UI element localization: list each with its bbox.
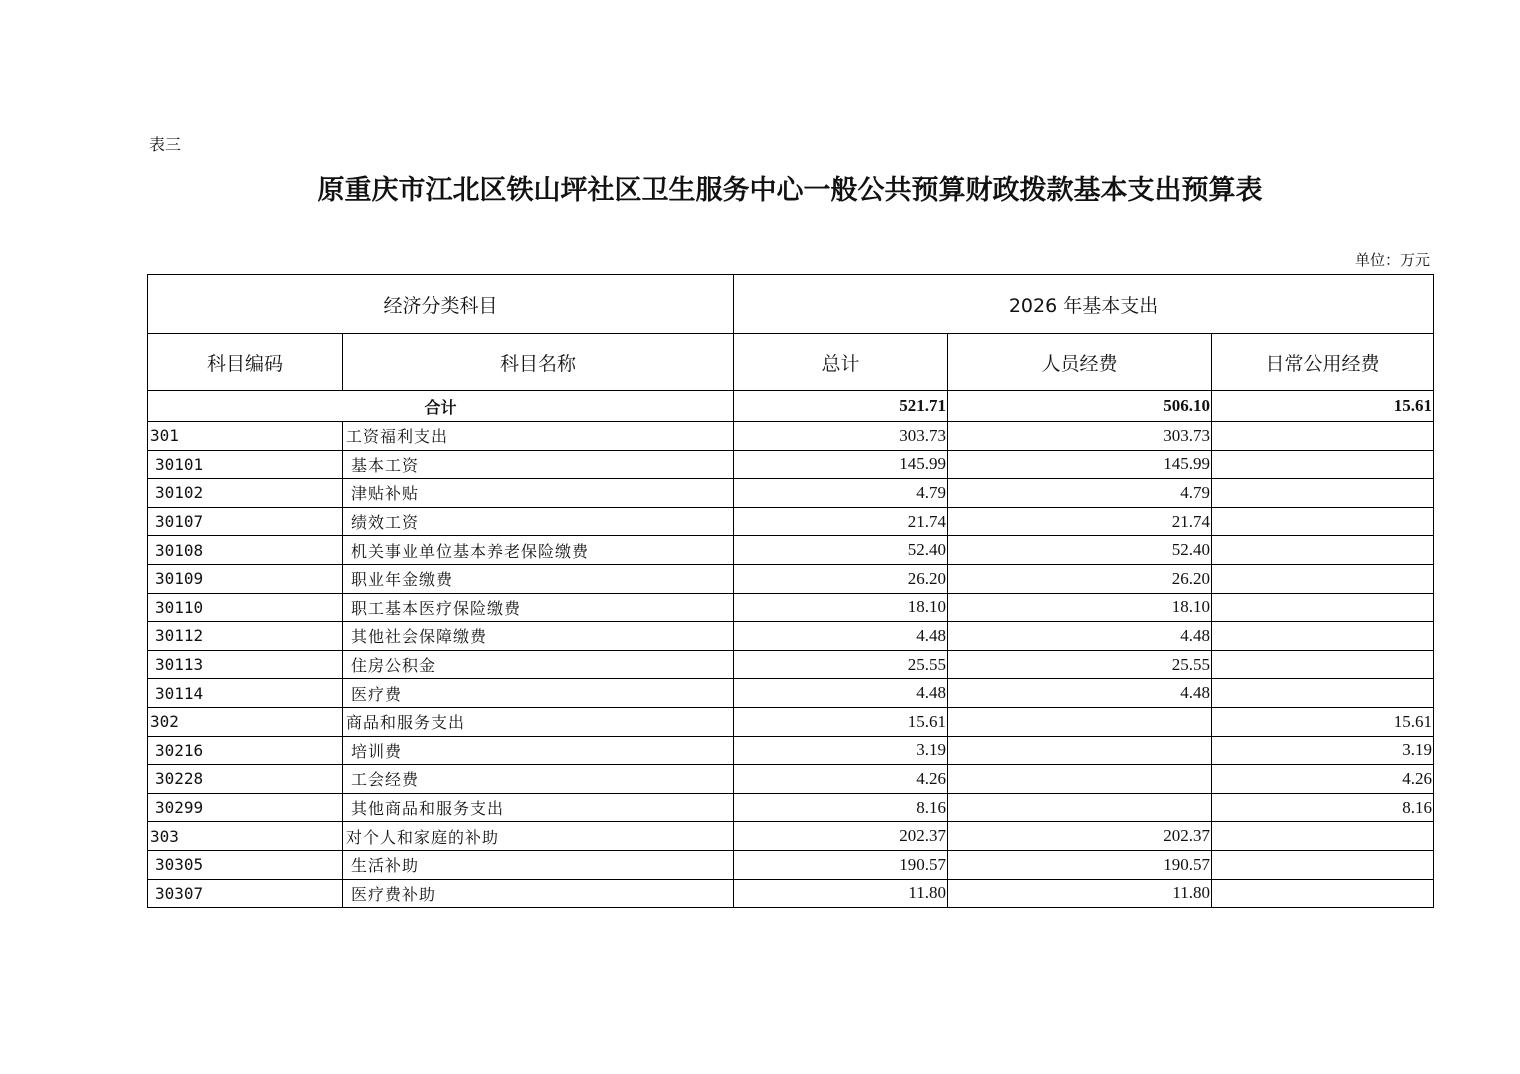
table-row bbox=[148, 879, 1434, 908]
cell-personnel: 18.10 bbox=[948, 593, 1212, 622]
table-label: 表三 bbox=[149, 135, 182, 154]
header-basic-expenditure: 2026 年基本支出 bbox=[734, 275, 1434, 334]
table-row bbox=[148, 536, 1434, 565]
cell-name: 津贴补贴 bbox=[343, 479, 734, 508]
cell-name: 生活补助 bbox=[343, 850, 734, 879]
cell-personnel: 145.99 bbox=[948, 450, 1212, 479]
total-public: 15.61 bbox=[1212, 391, 1434, 422]
cell-personnel: 4.48 bbox=[948, 622, 1212, 651]
cell-code: 30114 bbox=[148, 679, 343, 708]
cell-code: 30112 bbox=[148, 622, 343, 651]
table-row bbox=[148, 564, 1434, 593]
cell-name: 工资福利支出 bbox=[343, 422, 734, 451]
cell-public bbox=[1212, 822, 1434, 851]
cell-name: 绩效工资 bbox=[343, 507, 734, 536]
cell-personnel: 26.20 bbox=[948, 564, 1212, 593]
cell-personnel: 25.55 bbox=[948, 650, 1212, 679]
cell-personnel bbox=[948, 736, 1212, 765]
table-row bbox=[148, 450, 1434, 479]
cell-personnel bbox=[948, 707, 1212, 736]
unit-label: 单位：万元 bbox=[1354, 251, 1430, 269]
table-row bbox=[148, 793, 1434, 822]
cell-name: 住房公积金 bbox=[343, 650, 734, 679]
cell-personnel: 303.73 bbox=[948, 422, 1212, 451]
table-row bbox=[148, 650, 1434, 679]
cell-public bbox=[1212, 650, 1434, 679]
table-row bbox=[148, 422, 1434, 451]
cell-total: 25.55 bbox=[734, 650, 948, 679]
cell-personnel: 4.48 bbox=[948, 679, 1212, 708]
cell-total: 303.73 bbox=[734, 422, 948, 451]
cell-name: 基本工资 bbox=[343, 450, 734, 479]
cell-code: 303 bbox=[148, 822, 343, 851]
cell-code: 30110 bbox=[148, 593, 343, 622]
cell-code: 30299 bbox=[148, 793, 343, 822]
cell-total: 15.61 bbox=[734, 707, 948, 736]
header-code: 科目编码 bbox=[148, 334, 343, 391]
cell-total: 190.57 bbox=[734, 850, 948, 879]
cell-public: 4.26 bbox=[1212, 765, 1434, 794]
cell-public bbox=[1212, 564, 1434, 593]
table-row bbox=[148, 850, 1434, 879]
header-row-columns bbox=[148, 334, 1434, 391]
table-row bbox=[148, 479, 1434, 508]
cell-total: 202.37 bbox=[734, 822, 948, 851]
cell-public: 3.19 bbox=[1212, 736, 1434, 765]
cell-code: 30107 bbox=[148, 507, 343, 536]
cell-code: 302 bbox=[148, 707, 343, 736]
cell-code: 30102 bbox=[148, 479, 343, 508]
cell-personnel: 52.40 bbox=[948, 536, 1212, 565]
total-total: 521.71 bbox=[734, 391, 948, 422]
cell-public bbox=[1212, 593, 1434, 622]
total-row bbox=[148, 391, 1434, 422]
cell-personnel bbox=[948, 793, 1212, 822]
cell-public bbox=[1212, 622, 1434, 651]
cell-public bbox=[1212, 536, 1434, 565]
cell-name: 其他商品和服务支出 bbox=[343, 793, 734, 822]
table-row bbox=[148, 765, 1434, 794]
cell-public bbox=[1212, 850, 1434, 879]
total-personnel: 506.10 bbox=[948, 391, 1212, 422]
cell-total: 11.80 bbox=[734, 879, 948, 908]
cell-public bbox=[1212, 422, 1434, 451]
cell-total: 18.10 bbox=[734, 593, 948, 622]
cell-name: 职业年金缴费 bbox=[343, 564, 734, 593]
cell-total: 52.40 bbox=[734, 536, 948, 565]
table-row bbox=[148, 679, 1434, 708]
header-row-group bbox=[148, 275, 1434, 334]
cell-code: 301 bbox=[148, 422, 343, 451]
header-personnel: 人员经费 bbox=[948, 334, 1212, 391]
table-row bbox=[148, 593, 1434, 622]
cell-public bbox=[1212, 479, 1434, 508]
header-total: 总计 bbox=[734, 334, 948, 391]
cell-public bbox=[1212, 507, 1434, 536]
cell-code: 30109 bbox=[148, 564, 343, 593]
cell-name: 职工基本医疗保险缴费 bbox=[343, 593, 734, 622]
table-row bbox=[148, 736, 1434, 765]
cell-personnel: 4.79 bbox=[948, 479, 1212, 508]
cell-personnel: 202.37 bbox=[948, 822, 1212, 851]
cell-code: 30113 bbox=[148, 650, 343, 679]
cell-name: 工会经费 bbox=[343, 765, 734, 794]
header-name: 科目名称 bbox=[343, 334, 734, 391]
cell-public bbox=[1212, 879, 1434, 908]
cell-name: 商品和服务支出 bbox=[343, 707, 734, 736]
cell-public bbox=[1212, 679, 1434, 708]
table-row bbox=[148, 622, 1434, 651]
cell-name: 医疗费补助 bbox=[343, 879, 734, 908]
cell-public: 8.16 bbox=[1212, 793, 1434, 822]
cell-total: 26.20 bbox=[734, 564, 948, 593]
cell-personnel: 190.57 bbox=[948, 850, 1212, 879]
table-row bbox=[148, 707, 1434, 736]
cell-public: 15.61 bbox=[1212, 707, 1434, 736]
cell-total: 21.74 bbox=[734, 507, 948, 536]
cell-name: 机关事业单位基本养老保险缴费 bbox=[343, 536, 734, 565]
cell-total: 4.26 bbox=[734, 765, 948, 794]
cell-code: 30228 bbox=[148, 765, 343, 794]
cell-code: 30108 bbox=[148, 536, 343, 565]
table-row bbox=[148, 822, 1434, 851]
cell-public bbox=[1212, 450, 1434, 479]
cell-total: 8.16 bbox=[734, 793, 948, 822]
table-row bbox=[148, 507, 1434, 536]
cell-name: 对个人和家庭的补助 bbox=[343, 822, 734, 851]
page-title: 原重庆市江北区铁山坪社区卫生服务中心一般公共预算财政拨款基本支出预算表 bbox=[317, 175, 1263, 206]
cell-code: 30307 bbox=[148, 879, 343, 908]
header-economic-category: 经济分类科目 bbox=[148, 275, 734, 334]
budget-table bbox=[147, 274, 1434, 908]
cell-total: 4.48 bbox=[734, 622, 948, 651]
cell-name: 医疗费 bbox=[343, 679, 734, 708]
cell-total: 4.79 bbox=[734, 479, 948, 508]
total-label: 合计 bbox=[148, 391, 734, 422]
cell-code: 30305 bbox=[148, 850, 343, 879]
cell-total: 4.48 bbox=[734, 679, 948, 708]
cell-name: 培训费 bbox=[343, 736, 734, 765]
header-public: 日常公用经费 bbox=[1212, 334, 1434, 391]
cell-code: 30216 bbox=[148, 736, 343, 765]
cell-total: 3.19 bbox=[734, 736, 948, 765]
cell-name: 其他社会保障缴费 bbox=[343, 622, 734, 651]
cell-personnel: 11.80 bbox=[948, 879, 1212, 908]
cell-total: 145.99 bbox=[734, 450, 948, 479]
cell-code: 30101 bbox=[148, 450, 343, 479]
cell-personnel: 21.74 bbox=[948, 507, 1212, 536]
cell-personnel bbox=[948, 765, 1212, 794]
